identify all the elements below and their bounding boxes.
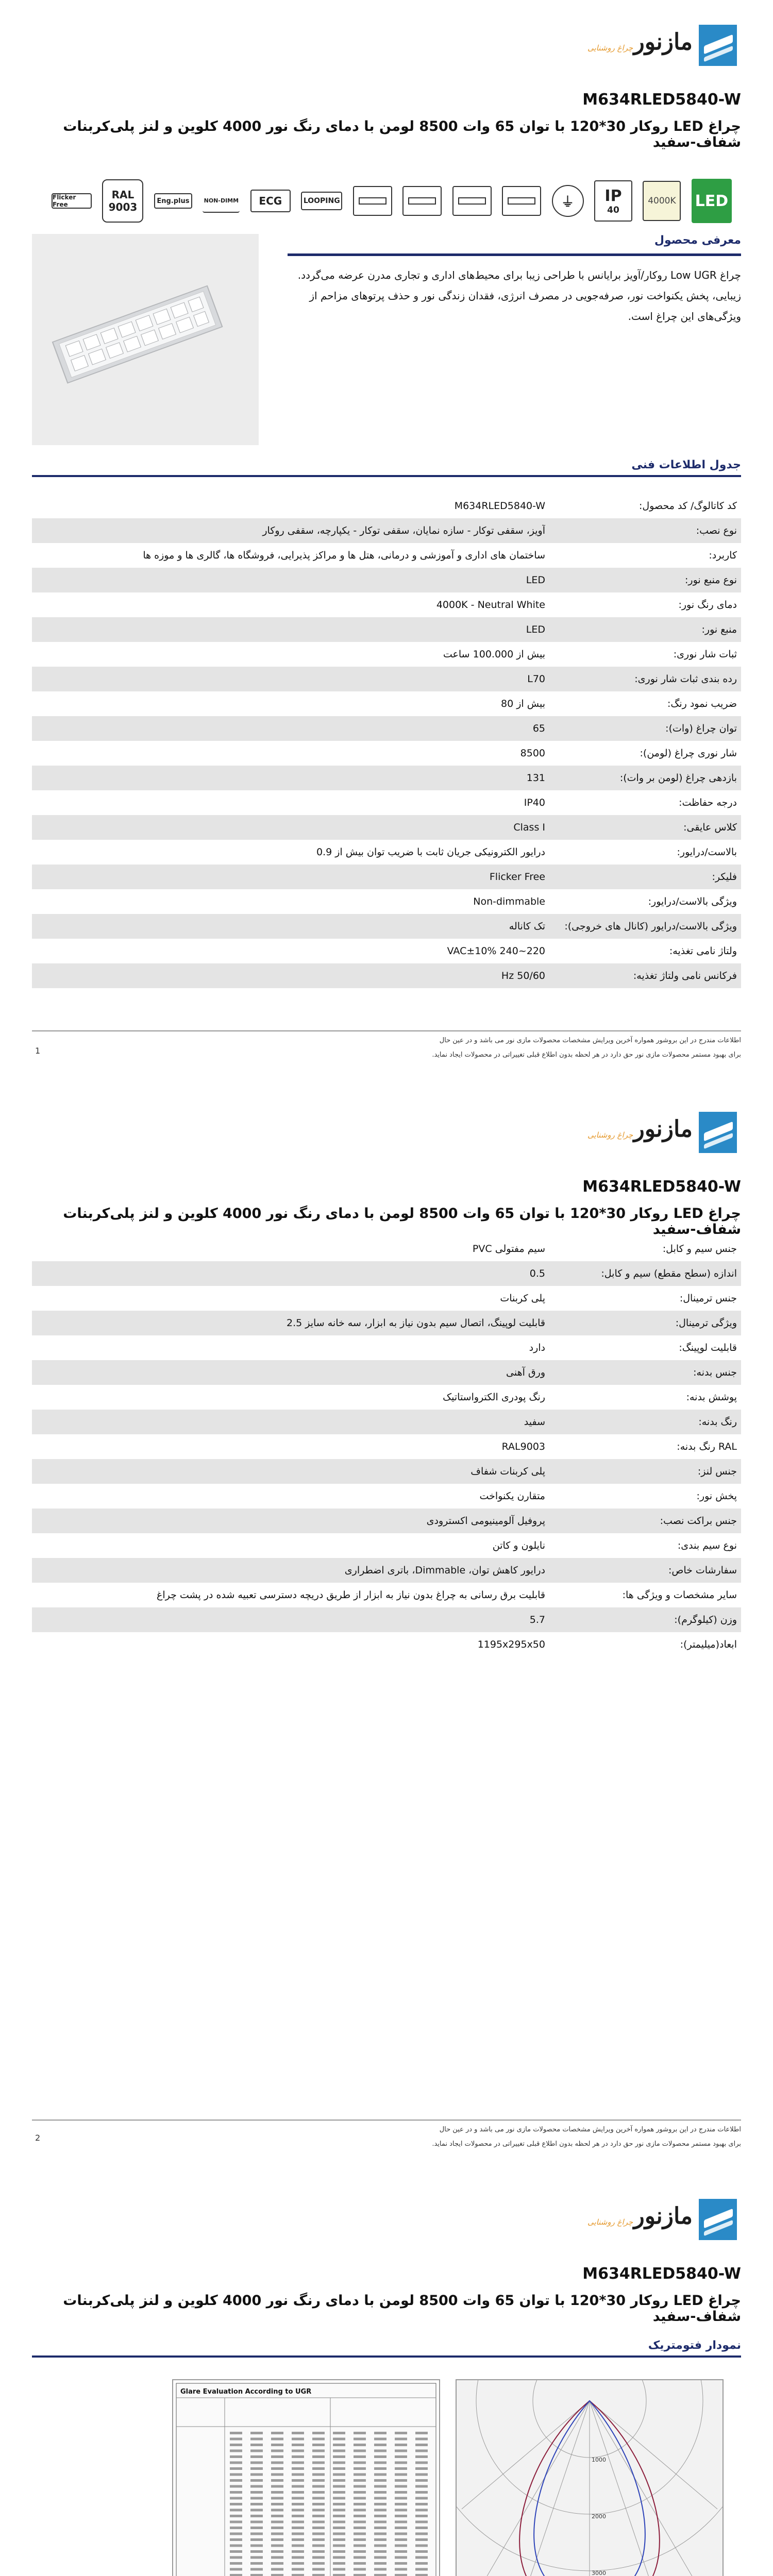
spec-value: IP40 <box>524 797 545 808</box>
spec-label: وزن (کیلوگرم): <box>674 1614 737 1625</box>
page-1 <box>0 0 773 1087</box>
spec-value: درایور الکترونیکی جریان ثابت با ضریب توان بیش از 0.9 <box>316 846 545 858</box>
spec-value: 1195x295x50 <box>477 1639 545 1650</box>
recessed-mount-icon <box>452 186 492 216</box>
spec-value: سیم مفتولی PVC <box>472 1243 545 1255</box>
model-code: M634RLED5840-W <box>582 91 741 109</box>
spec-row <box>32 815 741 840</box>
spec-row <box>32 1509 741 1533</box>
spec-value: بیش از 80 <box>501 698 545 709</box>
spec-label: کلاس عایقی: <box>683 822 737 833</box>
spec-label: کاربرد: <box>709 550 737 561</box>
spec-label: پوشش بدنه: <box>686 1392 737 1403</box>
spec-row <box>32 790 741 815</box>
product-title: چراغ LED روکار 30*120 با توان 65 وات 8500 لومن با دمای رنگ نور 4000 کلوین و لنز پلی‌کربنات شفاف-سفید <box>63 2293 741 2325</box>
spec-row <box>32 1335 741 1360</box>
non-dimmable-icon: NON-DIMM <box>203 189 240 213</box>
looping-icon: LOOPING <box>301 192 342 210</box>
spec-value: L70 <box>527 673 545 685</box>
page-number: 1 <box>35 1046 41 1056</box>
spec-label: ثبات شار نوری: <box>673 649 737 660</box>
spec-row <box>32 840 741 865</box>
spec-row <box>32 1484 741 1509</box>
spec-label: بازدهی چراغ (لومن بر وات): <box>619 772 737 784</box>
ip-number: 40 <box>607 205 619 215</box>
spec-value: Non-dimmable <box>473 896 545 907</box>
spec-value: RAL9003 <box>501 1441 545 1452</box>
brand-logo <box>587 2199 737 2240</box>
spec-label: نوع سیم بندی: <box>677 1540 737 1551</box>
model-code: M634RLED5840-W <box>582 2265 741 2283</box>
spec-value: LED <box>526 624 545 635</box>
spec-label: ویژگی بالاست/درایور: <box>648 896 737 907</box>
spec-value: آویز، سقفی توکار - سازه نمایان، سقفی توکار - یکپارچه، سقفی روکار <box>262 525 545 536</box>
page-number: 2 <box>35 2133 41 2143</box>
spec-row <box>32 1583 741 1607</box>
intro-text: چراغ Low UGR روکار/آویز برایانس با طراحی زیبا برای محیط‌های اداری و تجاری مدرن عرضه می‌گردد. زیبایی، پخش یکنواخت نور، صرفه‌جویی در مصرف انرژی، فقدان زندگی نور و حذف پرتوهای مزاحم از ویژگی‌های این چراغ است. <box>297 269 741 323</box>
brand-tagline: چراغ روشنایی <box>587 2217 633 2227</box>
spec-value: قابلیت لوپینگ، اتصال سیم بدون نیاز به ابزار، سه خانه سایز 2.5 <box>286 1317 545 1329</box>
photometric-heading-text: نمودار فتومتریک <box>648 2339 741 2352</box>
polar-tick-1: 1000 <box>592 2456 606 2463</box>
spec-value: سفید <box>524 1416 545 1428</box>
spec-label: ضریب نمود رنگ: <box>667 698 737 709</box>
spec-value: 65 <box>532 723 545 734</box>
spec-label: منبع نور: <box>701 624 737 635</box>
spec-row <box>32 667 741 691</box>
page-2 <box>0 1087 773 2174</box>
ugr-title: Glare Evaluation According to UGR <box>180 2388 312 2396</box>
spec-row <box>32 1533 741 1558</box>
spec-label: ویژگی ترمینال: <box>675 1317 737 1329</box>
polar-tick-3: 3000 <box>592 2570 606 2576</box>
spec-value: قابلیت برق رسانی به چراغ بدون نیاز به ابزار از طریق دریچه دسترسی تعبیه شده در پشت چراغ <box>157 1589 545 1601</box>
spec-row <box>32 1236 741 1261</box>
brand-mark-icon <box>699 2199 737 2240</box>
suspended-mount-icon <box>402 186 442 216</box>
brand-logo <box>587 25 737 66</box>
product-title: چراغ LED روکار 30*120 با توان 65 وات 8500 لومن با دمای رنگ نور 4000 کلوین و لنز پلی‌کربنات شفاف-سفید <box>63 118 741 150</box>
product-image <box>32 234 259 445</box>
spec-row <box>32 617 741 642</box>
spec-value: 0.5 <box>529 1268 545 1279</box>
led-icon: LED <box>692 179 732 223</box>
spec-row <box>32 889 741 914</box>
spec-value: M634RLED5840-W <box>454 500 545 512</box>
spec-label: رده بندی ثبات شار نوری: <box>634 673 737 685</box>
brand-tagline: چراغ روشنایی <box>587 1130 633 1140</box>
spec-row <box>32 716 741 741</box>
spec-label: دمای رنگ نور: <box>678 599 737 611</box>
brand-mark-icon <box>699 25 737 66</box>
spec-label: اندازه (سطح مقطع) سیم و کابل: <box>601 1268 737 1279</box>
spec-row <box>32 518 741 543</box>
spec-label: ویژگی بالاست/درایور (کانال های خروجی): <box>564 921 737 932</box>
spec-label: فلیکر: <box>712 871 737 883</box>
spec-label: جنس سیم و کابل: <box>662 1243 737 1255</box>
spec-value: پروفیل آلومینیومی اکسترودی <box>426 1515 545 1527</box>
spec-row <box>32 963 741 988</box>
ecg-icon: ECG <box>250 190 291 212</box>
spec-value: Flicker Free <box>489 871 545 883</box>
spec-row <box>32 1410 741 1434</box>
spec-value: 4000K - Neutral White <box>436 599 545 611</box>
footer-note <box>32 2123 741 2151</box>
ral-number: 9003 <box>108 201 138 213</box>
spec-label: قابلیت لوپینگ: <box>679 1342 737 1353</box>
intro-divider <box>288 253 741 256</box>
spec-row <box>32 1385 741 1410</box>
polar-diagram <box>456 2379 724 2576</box>
brand-logo <box>587 1112 737 1153</box>
spec-row <box>32 741 741 766</box>
spec-label: شار نوری چراغ (لومن): <box>640 748 737 759</box>
brand-name: مازنور <box>633 1116 693 1142</box>
spec-value: 8500 <box>520 748 545 759</box>
ugr-table <box>172 2379 440 2576</box>
footer-note <box>32 1033 741 1062</box>
ip-label: IP <box>604 187 622 205</box>
intro-heading: معرفی محصول <box>654 234 741 247</box>
spec-value: پلی کربنات <box>500 1293 545 1304</box>
spec-label: جنس ترمینال: <box>679 1293 737 1304</box>
spec-heading <box>32 459 741 477</box>
spec-heading-text: جدول اطلاعات فنی <box>631 459 741 471</box>
feature-icons <box>52 175 732 227</box>
spec-value: ساختمان های اداری و آموزشی و درمانی، هتل ها و مراکز پذیرایی، فروشگاه ها، گالری ها و موزه ها <box>143 550 545 561</box>
spec-row <box>32 914 741 939</box>
spec-row <box>32 642 741 667</box>
brand-name: مازنور <box>633 29 693 55</box>
spec-label: ولتاژ نامی تغذیه: <box>669 945 737 957</box>
polar-graphic <box>457 2380 722 2576</box>
footer-line-1: اطلاعات مندرج در این بروشور همواره آخرین ویرایش مشخصات محصولات مازی نور می باشد و در عین حال <box>439 2126 741 2133</box>
photometric-heading <box>32 2339 741 2358</box>
spec-label: سفارشات خاص: <box>668 1565 737 1576</box>
spec-value: 131 <box>526 772 545 784</box>
spec-row <box>32 1459 741 1484</box>
spec-value: تک کاناله <box>509 921 545 932</box>
spec-label: کد کاتالوگ/ کد محصول: <box>638 500 737 512</box>
brand-tagline: چراغ روشنایی <box>587 43 633 53</box>
spec-label: فرکانس نامی ولتاژ تغذیه: <box>633 970 737 981</box>
brand-mark-icon <box>699 1112 737 1153</box>
engineering-plus-icon: Eng.plus <box>154 193 192 209</box>
ugr-table-graphic <box>173 2380 439 2576</box>
spec-table-1 <box>32 494 741 988</box>
spec-label: نوع منبع نور: <box>685 574 737 586</box>
spec-label: درجه حفاظت: <box>679 797 737 808</box>
spec-row <box>32 1360 741 1385</box>
spec-label: RAL رنگ بدنه: <box>677 1441 737 1452</box>
spec-row <box>32 1558 741 1583</box>
ceiling-mount-icon <box>353 186 392 216</box>
spec-value: بیش از 100.000 ساعت <box>443 649 545 660</box>
spec-row <box>32 1607 741 1632</box>
spec-row <box>32 543 741 568</box>
spec-row <box>32 766 741 790</box>
spec-value: نایلون و کاتن <box>492 1540 545 1551</box>
spec-row <box>32 568 741 592</box>
spec-row <box>32 1632 741 1657</box>
footer-line-2: برای بهبود مستمر محصولات مازی نور حق دارد در هر لحظه بدون اطلاع قبلی تغییراتی در محصولات ایجاد نماید. <box>432 1051 741 1059</box>
polar-tick-2: 2000 <box>592 2513 606 2520</box>
spec-label: جنس لنز: <box>697 1466 737 1477</box>
ground-icon: ⏚ <box>552 185 584 217</box>
spec-value: رنگ پودری الکترواستاتیک <box>443 1392 545 1403</box>
spec-label: پخش نور: <box>696 1490 737 1502</box>
spec-label: سایر مشخصات و ویژگی ها: <box>622 1589 737 1601</box>
spec-label: جنس بدنه: <box>693 1367 737 1378</box>
spec-row <box>32 691 741 716</box>
footer-line-1: اطلاعات مندرج در این بروشور همواره آخرین ویرایش مشخصات محصولات مازی نور می باشد و در عین حال <box>439 1037 741 1044</box>
spec-label: جنس براکت نصب: <box>660 1515 737 1527</box>
ip-rating-icon <box>594 180 632 222</box>
spec-row <box>32 494 741 518</box>
spec-value: ورق آهنی <box>506 1367 545 1378</box>
spec-row <box>32 1311 741 1335</box>
spec-row <box>32 1286 741 1311</box>
luminaire-illustration <box>32 234 259 445</box>
ral-label: RAL <box>111 189 135 201</box>
product-title: چراغ LED روکار 30*120 با توان 65 وات 8500 لومن با دمای رنگ نور 4000 کلوین و لنز پلی‌کربنات شفاف-سفید <box>63 1206 741 1238</box>
ral-icon <box>102 179 143 223</box>
spec-value: متقارن یکنواخت <box>479 1490 545 1502</box>
spec-label: بالاست/درایور: <box>677 846 737 858</box>
spec-row <box>32 939 741 963</box>
spec-value: LED <box>526 574 545 586</box>
spec-label: ابعاد(میلیمتر): <box>680 1639 737 1650</box>
footer-divider <box>32 2120 741 2121</box>
spec-label: نوع نصب: <box>696 525 737 536</box>
brand-name: مازنور <box>633 2203 693 2229</box>
spec-value: درایور کاهش توان، Dimmable، باتری اضطراری <box>344 1565 545 1576</box>
footer-line-2: برای بهبود مستمر محصولات مازی نور حق دارد در هر لحظه بدون اطلاع قبلی تغییراتی در محصولات ایجاد نماید. <box>432 2140 741 2148</box>
footer-divider <box>32 1030 741 1031</box>
spec-row <box>32 1434 741 1459</box>
flicker-free-icon: Flicker Free <box>52 193 92 209</box>
spec-value: 50/60 Hz <box>501 970 545 981</box>
surface-mount-icon <box>502 186 541 216</box>
spec-label: توان چراغ (وات): <box>665 723 737 734</box>
color-temperature-icon: 4000K <box>643 181 681 221</box>
spec-row <box>32 865 741 889</box>
spec-row <box>32 592 741 617</box>
spec-value: پلی کربنات شفاف <box>470 1466 545 1477</box>
spec-value: 220~240 VAC±10% <box>447 945 545 957</box>
spec-table-2 <box>32 1236 741 1657</box>
model-code: M634RLED5840-W <box>582 1178 741 1196</box>
spec-value: Class I <box>513 822 545 833</box>
spec-row <box>32 1261 741 1286</box>
spec-value: دارد <box>529 1342 545 1353</box>
product-intro <box>288 234 741 450</box>
spec-label: رنگ بدنه: <box>698 1416 737 1428</box>
spec-value: 5.7 <box>529 1614 545 1625</box>
page-3 <box>0 2174 773 2576</box>
